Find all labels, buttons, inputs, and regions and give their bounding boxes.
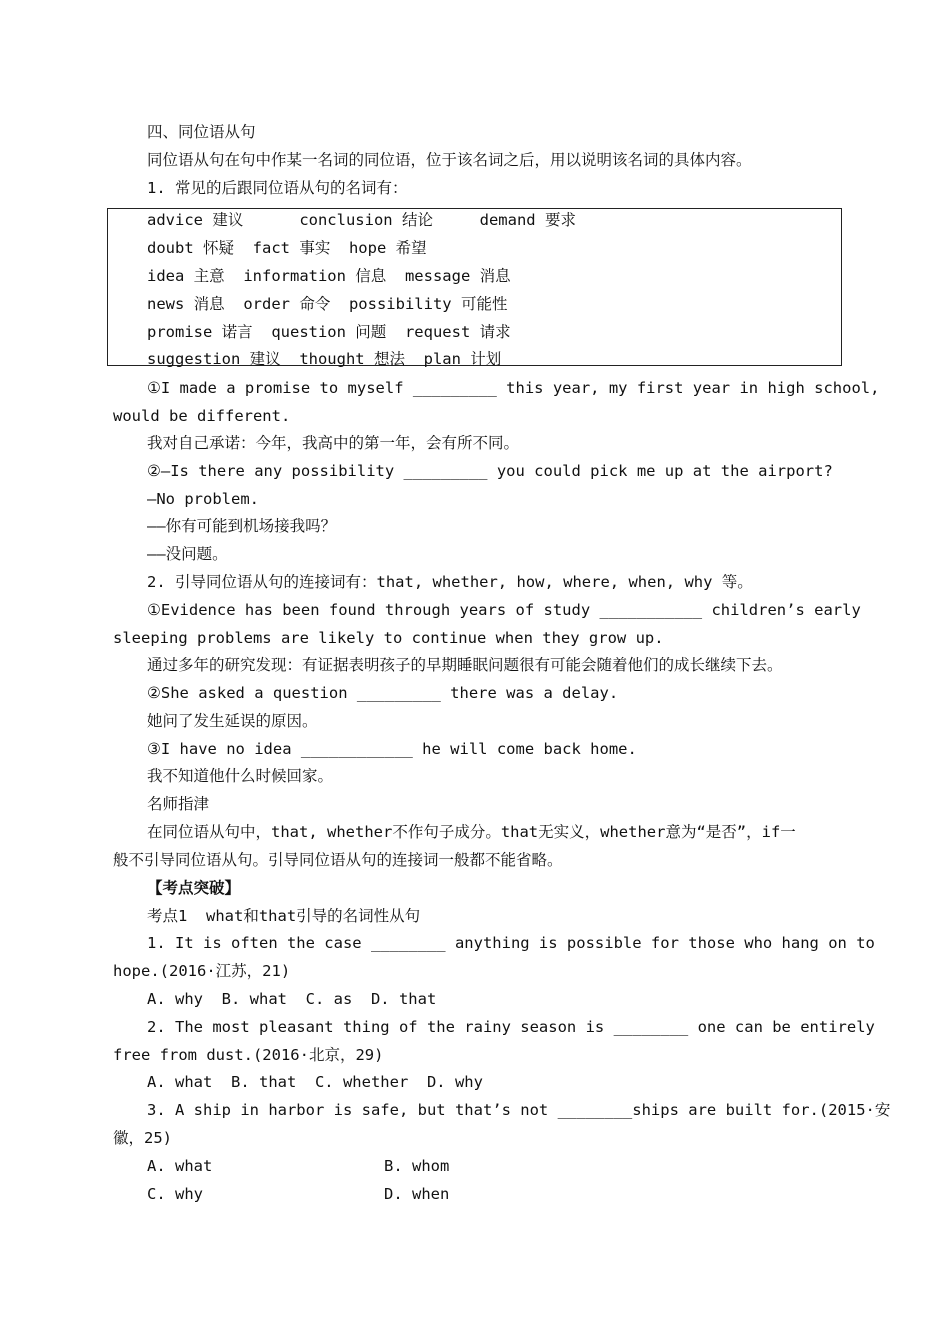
question-2: 2. The most pleasant thing of the rainy season is ________ one can be entirely (147, 1018, 875, 1036)
example-translation: 通过多年的研究发现：有证据表明孩子的早期睡眠问题很有可能会随着他们的成长继续下去。 (147, 656, 783, 674)
example-sentence: ①I made a promise to myself _________ this year, my first year in high school, (147, 379, 880, 397)
example-translation: 我对自己承诺：今年，我高中的第一年，会有所不同。 (147, 434, 520, 452)
question-3-option-b: B. whom (384, 1157, 450, 1175)
question-2-options: A. what B. that C. whether D. why (147, 1073, 483, 1091)
topic1-title: 考点1 what和that引导的名词性从句 (147, 907, 421, 925)
teacher-tip-text: 般不引导同位语从句。引导同位语从句的连接词一般都不能省略。 (113, 851, 563, 869)
example-sentence: sleeping problems are likely to continue when they grow up. (113, 629, 664, 647)
example-sentence: ②She asked a question _________ there was a delay. (147, 684, 619, 702)
point2-title: 2. 引导同位语从句的连接词有：that, whether, how, where, when, why 等。 (147, 573, 753, 591)
question-2-source: free from dust.(2016·北京，29) (113, 1046, 384, 1064)
example-sentence: ②—Is there any possibility _________ you could pick me up at the airport? (147, 462, 833, 480)
question-1: 1. It is often the case ________ anything is possible for those who hang on to (147, 934, 875, 952)
example-translation: 我不知道他什么时候回家。 (147, 767, 334, 785)
example-translation: 她问了发生延误的原因。 (147, 712, 318, 730)
question-3-option-c: C. why (147, 1185, 203, 1203)
example-sentence: ①Evidence has been found through years of study ___________ children’s early (147, 601, 861, 619)
example-sentence: would be different. (113, 407, 291, 425)
question-1-source: hope.(2016·江苏，21) (113, 962, 291, 980)
noun-row: news 消息 order 命令 possibility 可能性 (147, 295, 508, 313)
noun-row: promise 诺言 question 问题 request 请求 (147, 323, 511, 341)
noun-row: suggestion 建议 thought 想法 plan 计划 (147, 350, 502, 368)
noun-list-box (107, 208, 842, 366)
noun-row: idea 主意 information 信息 message 消息 (147, 267, 511, 285)
example-sentence: —No problem. (147, 490, 259, 508)
question-3-option-a: A. what (147, 1157, 213, 1175)
section-title: 四、同位语从句 (147, 123, 256, 141)
question-3-source: 徽，25) (113, 1129, 172, 1147)
question-3: 3. A ship in harbor is safe, but that’s not ________ships are built for.(2015·安 (147, 1101, 891, 1119)
point1-title: 1. 常见的后跟同位语从句的名词有： (147, 179, 408, 197)
question-1-options: A. why B. what C. as D. that (147, 990, 437, 1008)
example-sentence: ③I have no idea ____________ he will come back home. (147, 740, 637, 758)
intro-paragraph: 同位语从句在句中作某一名词的同位语，位于该名词之后，用以说明该名词的具体内容。 (147, 151, 752, 169)
noun-row: advice 建议 conclusion 结论 demand 要求 (147, 211, 576, 229)
question-3-option-d: D. when (384, 1185, 450, 1203)
teacher-tip-title: 名师指津 (147, 795, 210, 813)
teacher-tip-text: 在同位语从句中，that, whether不作句子成分。that无实义，whether意为“是否”，if一 (147, 823, 796, 841)
breakthrough-heading: 【考点突破】 (147, 879, 241, 897)
example-translation: ——你有可能到机场接我吗？ (147, 517, 337, 535)
noun-row: doubt 怀疑 fact 事实 hope 希望 (147, 239, 427, 257)
example-translation: ——没问题。 (147, 545, 228, 563)
